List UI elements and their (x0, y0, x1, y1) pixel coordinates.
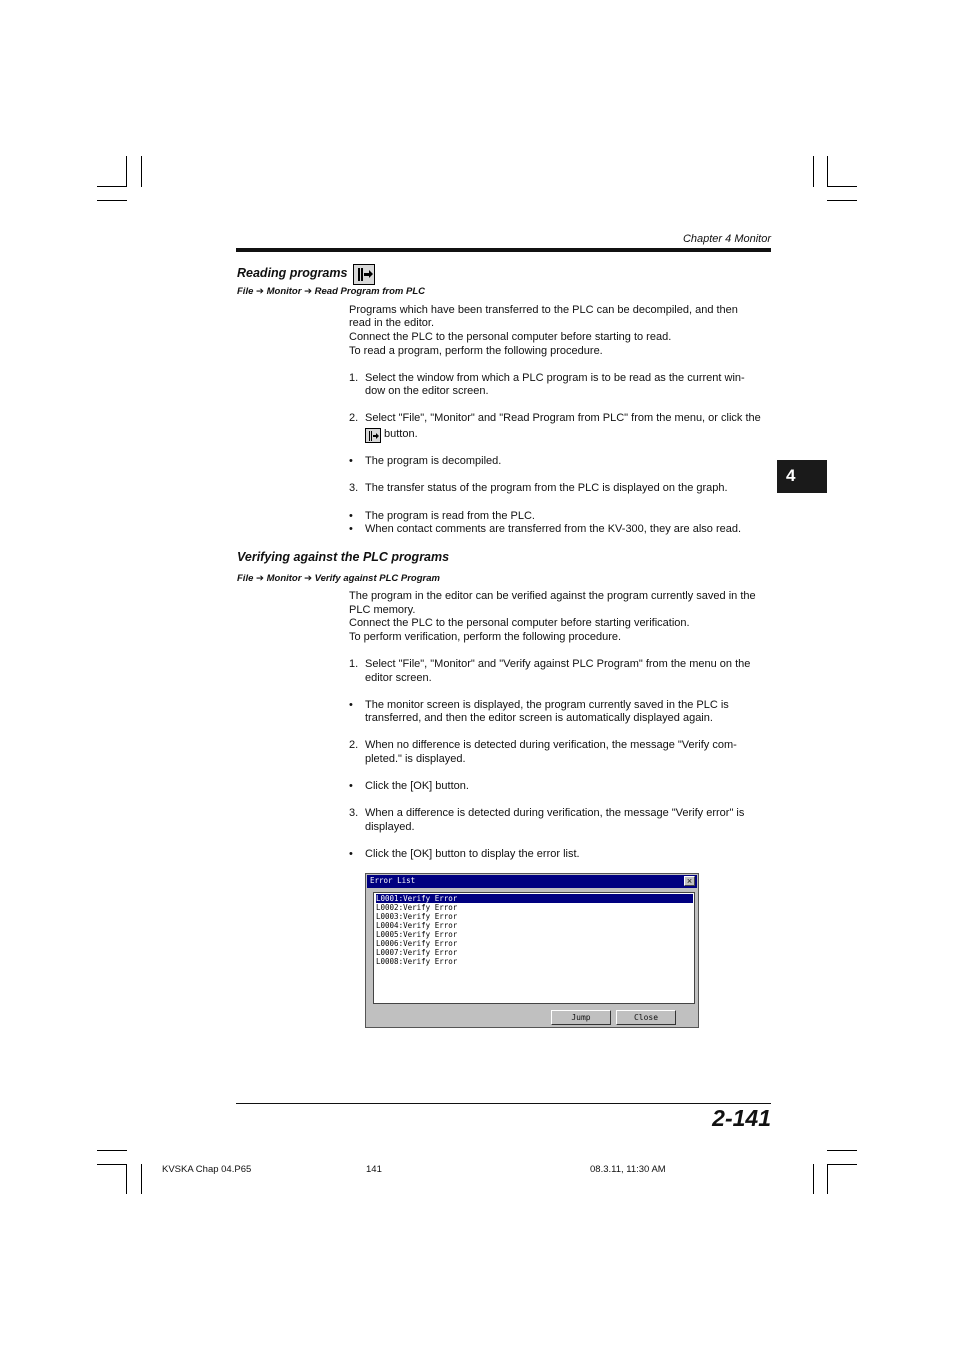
chapter-header: Chapter 4 Monitor (682, 233, 771, 245)
step-number: 3. (349, 482, 359, 494)
step-text: Select the window from which a PLC program is to be read as the current win- (365, 372, 745, 384)
bullet-text: When contact comments are transferred from the KV-300, they are also read. (365, 523, 742, 535)
crop-mark (813, 1164, 814, 1194)
step-text: displayed. (365, 821, 415, 833)
close-icon[interactable]: × (684, 876, 695, 886)
crop-mark (827, 200, 857, 201)
list-item[interactable]: L0001:Verify Error (376, 894, 693, 903)
crop-mark (827, 1164, 857, 1165)
error-list-dialog (365, 873, 699, 1028)
list-item[interactable]: L0002:Verify Error (376, 903, 458, 912)
menu-path-reading: File ➔ Monitor ➔ Read Program from PLC (237, 286, 425, 297)
crop-mark (141, 156, 142, 187)
paragraph: read in the editor. (349, 317, 435, 329)
bullet: • (349, 455, 353, 467)
crop-mark (827, 1150, 857, 1151)
bullet: • (349, 510, 353, 522)
crop-mark (97, 186, 127, 187)
paragraph: Programs which have been transferred to the PLC can be decompiled, and then (349, 304, 738, 316)
bullet-text: The program is decompiled. (365, 455, 502, 467)
bullet: • (349, 848, 353, 860)
crop-mark (97, 1164, 127, 1165)
header-rule (236, 248, 771, 252)
dialog-title: Error List (370, 876, 416, 885)
bullet: • (349, 699, 353, 711)
read-program-icon (353, 264, 375, 285)
menu-path-verifying: File ➔ Monitor ➔ Verify against PLC Program (237, 573, 440, 584)
paragraph: To perform verification, perform the following procedure. (349, 631, 622, 643)
crop-mark (827, 1164, 828, 1194)
jump-button[interactable]: Jump (551, 1010, 611, 1025)
step-number: 1. (349, 372, 359, 384)
step-text: When no difference is detected during verification, the message "Verify com- (365, 739, 737, 751)
crop-mark (827, 156, 828, 187)
page-number: 2-141 (712, 1105, 771, 1131)
paragraph: The program in the editor can be verified against the program currently saved in the (349, 590, 756, 602)
footer-date: 08.3.11, 11:30 AM (590, 1164, 666, 1175)
step-text: pleted." is displayed. (365, 753, 466, 765)
bullet: • (349, 780, 353, 792)
paragraph: To read a program, perform the following procedure. (349, 345, 603, 357)
bullet-text: The monitor screen is displayed, the program currently saved in the PLC is (365, 699, 729, 711)
read-program-icon (365, 428, 381, 443)
crop-mark (97, 1150, 127, 1151)
crop-mark (141, 1164, 142, 1194)
bullet-text: Click the [OK] button to display the error list. (365, 848, 580, 860)
paragraph: PLC memory. (349, 604, 416, 616)
crop-mark (126, 1164, 127, 1194)
list-item[interactable]: L0007:Verify Error (376, 948, 458, 957)
footer-file: KVSKA Chap 04.P65 (162, 1164, 252, 1175)
section-title-reading: Reading programs (237, 266, 348, 280)
step-text: Select "File", "Monitor" and "Read Program from PLC" from the menu, or click the (365, 412, 761, 424)
step-text: button. (384, 428, 418, 440)
step-number: 1. (349, 658, 359, 670)
bullet-text: The program is read from the PLC. (365, 510, 535, 522)
step-text: The transfer status of the program from the PLC is displayed on the graph. (365, 482, 728, 494)
footer-rule (236, 1103, 771, 1104)
list-item[interactable]: L0008:Verify Error (376, 957, 458, 966)
paragraph: Connect the PLC to the personal computer before starting to read. (349, 331, 672, 343)
paragraph: Connect the PLC to the personal computer before starting verification. (349, 617, 690, 629)
step-text: dow on the editor screen. (365, 385, 489, 397)
crop-mark (97, 200, 127, 201)
bullet-text: Click the [OK] button. (365, 780, 469, 792)
list-item[interactable]: L0005:Verify Error (376, 930, 458, 939)
step-text: When a difference is detected during verification, the message "Verify error" is (365, 807, 745, 819)
step-text: editor screen. (365, 672, 432, 684)
close-button[interactable]: Close (616, 1010, 676, 1025)
bullet: • (349, 523, 353, 535)
list-item[interactable]: L0006:Verify Error (376, 939, 458, 948)
chapter-tab: 4 (777, 460, 827, 493)
error-list[interactable] (373, 892, 695, 1004)
section-title-verifying: Verifying against the PLC programs (237, 550, 450, 564)
crop-mark (827, 186, 857, 187)
step-number: 2. (349, 739, 359, 751)
step-number: 2. (349, 412, 359, 424)
dialog-title-bar (367, 875, 697, 888)
list-item[interactable]: L0004:Verify Error (376, 921, 458, 930)
crop-mark (813, 156, 814, 187)
step-number: 3. (349, 807, 359, 819)
step-text: Select "File", "Monitor" and "Verify against PLC Program" from the menu on the (365, 658, 751, 670)
footer-page: 141 (366, 1164, 382, 1175)
list-item[interactable]: L0003:Verify Error (376, 912, 458, 921)
crop-mark (126, 156, 127, 187)
bullet-text: transferred, and then the editor screen is automatically displayed again. (365, 712, 713, 724)
